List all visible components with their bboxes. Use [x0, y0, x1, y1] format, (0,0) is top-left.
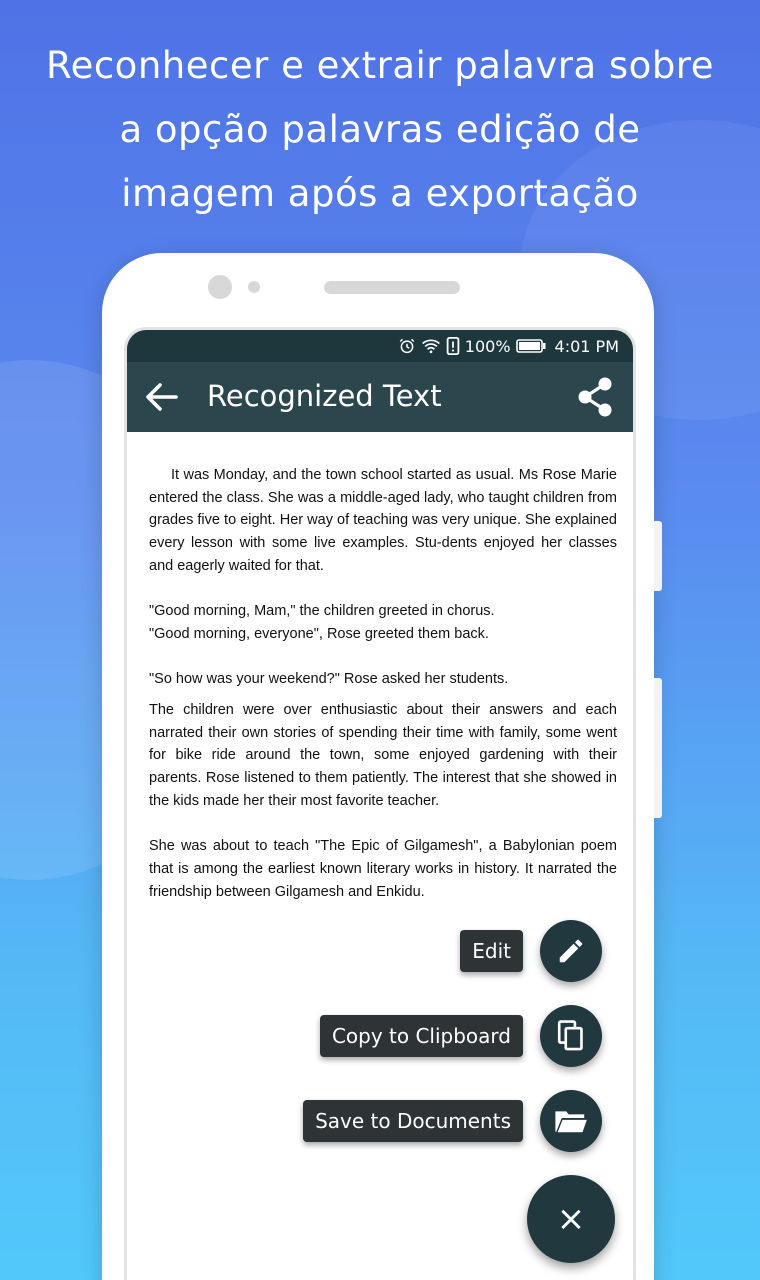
close-menu-button[interactable] — [527, 1175, 615, 1263]
battery-icon — [516, 338, 546, 354]
edit-button[interactable] — [540, 920, 602, 982]
proximity-sensor — [248, 281, 260, 293]
edit-label[interactable]: Edit — [460, 930, 523, 972]
headline-line-2: a opção palavras edição de — [119, 108, 641, 151]
share-button[interactable] — [573, 375, 617, 419]
headline-line-3: imagem após a exportação — [121, 172, 639, 215]
earpiece-speaker — [324, 281, 460, 294]
headline — [0, 34, 760, 226]
folder-open-icon — [553, 1106, 589, 1136]
text-paragraph: It was Monday, and the town school started as usual. Ms Rose Marie entered the class. She was a middle-aged lady, who taught children from grades five to eight. Her way of teaching was very unique. She explained every lesson with some live examples. Stu-dents enjoyed her classes and eagerly waited for that. — [149, 467, 617, 574]
headline-line-1: Reconhecer e extrair palavra sobre — [46, 44, 714, 87]
save-to-documents-button[interactable] — [540, 1090, 602, 1152]
alert-icon — [446, 337, 460, 355]
copy-icon — [555, 1019, 587, 1053]
app-bar — [127, 362, 633, 432]
page-title: Recognized Text — [207, 379, 442, 413]
phone-screen — [124, 327, 636, 1280]
pencil-icon — [556, 936, 586, 966]
status-bar — [127, 330, 633, 362]
phone-frame — [102, 253, 654, 1280]
battery-percent: 100% — [464, 336, 511, 356]
back-button[interactable] — [141, 377, 181, 417]
clock: 4:01 PM — [554, 336, 619, 356]
text-paragraph: "Good morning, everyone", Rose greeted them back. — [149, 625, 489, 642]
copy-to-clipboard-button[interactable] — [540, 1005, 602, 1067]
front-camera — [208, 275, 232, 299]
text-paragraph: "So how was your weekend?" Rose asked her students. — [149, 671, 509, 688]
text-paragraph: "Good morning, Mam," the children greeted in chorus. — [149, 603, 495, 620]
phone-side-button — [654, 678, 662, 818]
copy-to-clipboard-label[interactable]: Copy to Clipboard — [320, 1015, 523, 1057]
wifi-icon — [421, 337, 441, 355]
text-paragraph: The children were over enthusiastic about their answers and each narrated their own stories of spending their time with family, some went for bike ride around the town, some enjoyed gardening with their parents. Rose listened to them patiently. The interest that she showed in the kids made her their most favorite teacher. — [149, 702, 617, 809]
text-paragraph: She was about to teach "The Epic of Gilgamesh", a Babylonian poem that is among the earliest known literary works in history. It narrated the friendship between Gilgamesh and Enkidu. — [149, 838, 617, 900]
save-to-documents-label[interactable]: Save to Documents — [303, 1100, 523, 1142]
alarm-icon — [398, 337, 416, 355]
recognized-text[interactable] — [149, 464, 617, 903]
arrow-back-icon — [144, 382, 178, 412]
close-icon: × — [556, 1199, 586, 1239]
phone-side-button — [654, 521, 662, 591]
share-icon — [574, 375, 616, 419]
